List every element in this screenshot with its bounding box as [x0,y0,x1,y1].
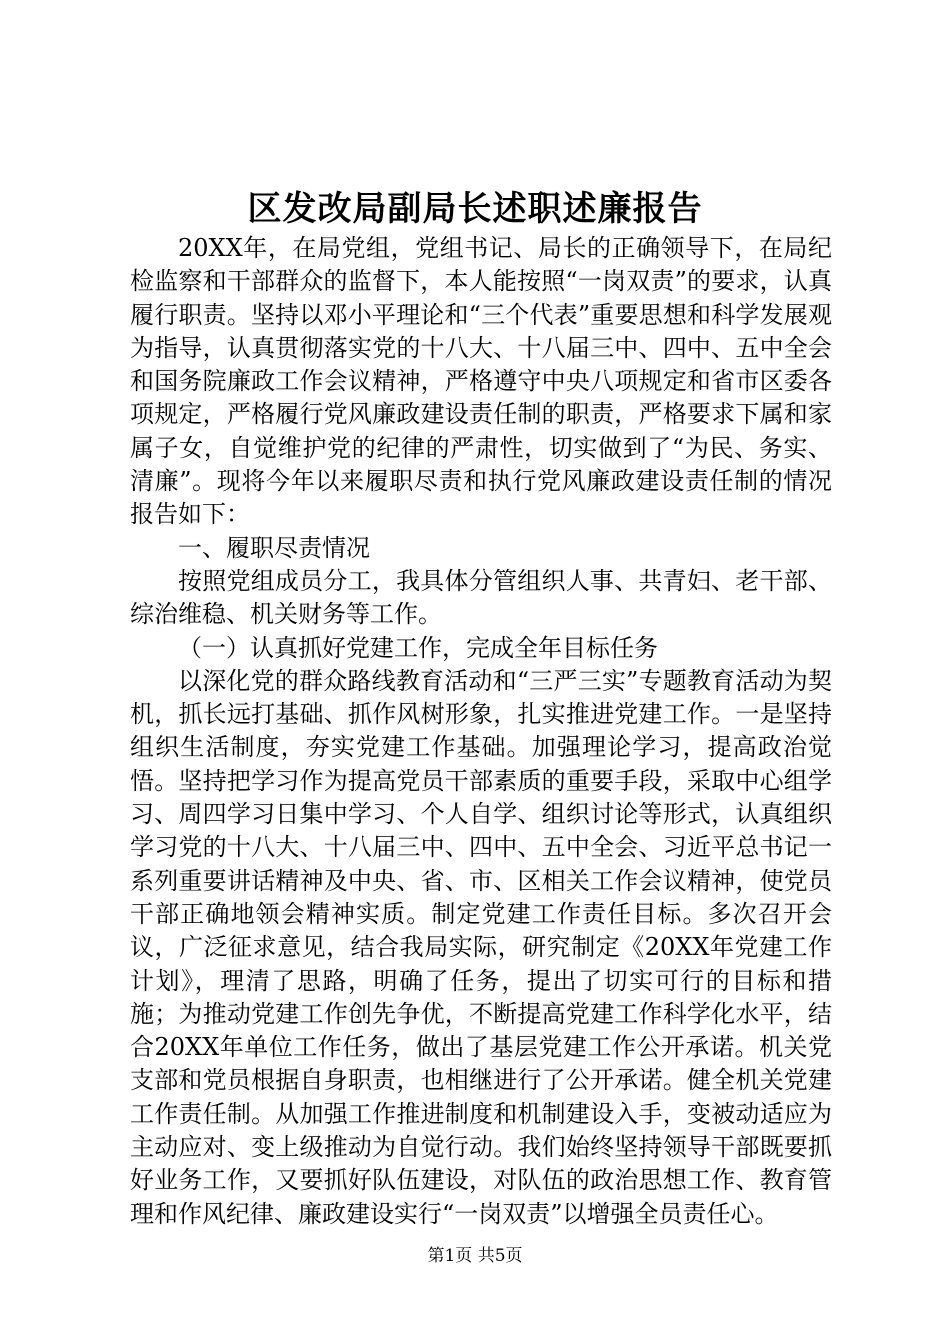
subsection-heading-1: （一）认真抓好党建工作，完成全年目标任务 [178,633,658,662]
paragraph-party-building: 以深化党的群众路线教育活动和“三严三实”专题教育活动为契机，抓长远打基础、抓作风树形象，扎实推进党建工作。一是坚持组织生活制度，夯实党建工作基础。加强理论学习，提高政治觉悟。坚持把学习作为提高党员干部素质的重要手段，采取中心组学习、周四学习日集中学习、个人自学、组织讨论等形式，认真组织学习党的十八大、十八届三中、四中、五中全会、习近平总书记一系列重要讲话精神及中央、省、市、区相关工作会议精神，使党员干部正确地领会精神实质。制定党建工作责任目标。多次召开会议，广泛征求意见，结合我局实际，研究制定《20XX年党建工作计划》，理清了思路，明确了任务，提出了切实可行的目标和措施；为推动党建工作创先争优，不断提高党建工作科学化水平，结合20XX年单位工作任务，做出了基层党建工作公开承诺。机关党支部和党员根据自身职责，也相继进行了公开承诺。健全机关党建工作责任制。从加强工作推进制度和机制建设入手，变被动适应为主动应对、变上级推动为自觉行动。我们始终坚持领导干部既要抓好业务工作，又要抓好队伍建设，对队伍的政治思想工作、教育管理和作风纪律、廉政建设实行“一岗双责”以增强全员责任心。 [130,666,832,1228]
document-body [130,232,832,1231]
paragraph-duties: 按照党组成员分工，我具体分管组织人事、共青妇、老干部、综治维稳、机关财务等工作。 [130,566,832,629]
paragraph-intro: 20XX年，在局党组，党组书记、局长的正确领导下，在局纪检监察和干部群众的监督下，本人能按照“一岗双责”的要求，认真履行职责。坚持以邓小平理论和“三个代表”重要思想和科学发展观为指导，认真贯彻落实党的十八大、十八届三中、四中、五中全会和国务院廉政工作会议精神，严格遵守中央八项规定和省市区委各项规定，严格履行党风廉政建设责任制的职责，严格要求下属和家属子女，自觉维护党的纪律的严肃性，切实做到了“为民、务实、清廉”。现将今年以来履职尽责和执行党风廉政建设责任制的情况报告如下： [130,234,832,529]
page-title: 区发改局副局长述职述廉报告 [247,189,703,229]
section-heading-1: 一、履职尽责情况 [178,533,370,562]
page-number: 第1页 共5页 [427,1246,523,1266]
